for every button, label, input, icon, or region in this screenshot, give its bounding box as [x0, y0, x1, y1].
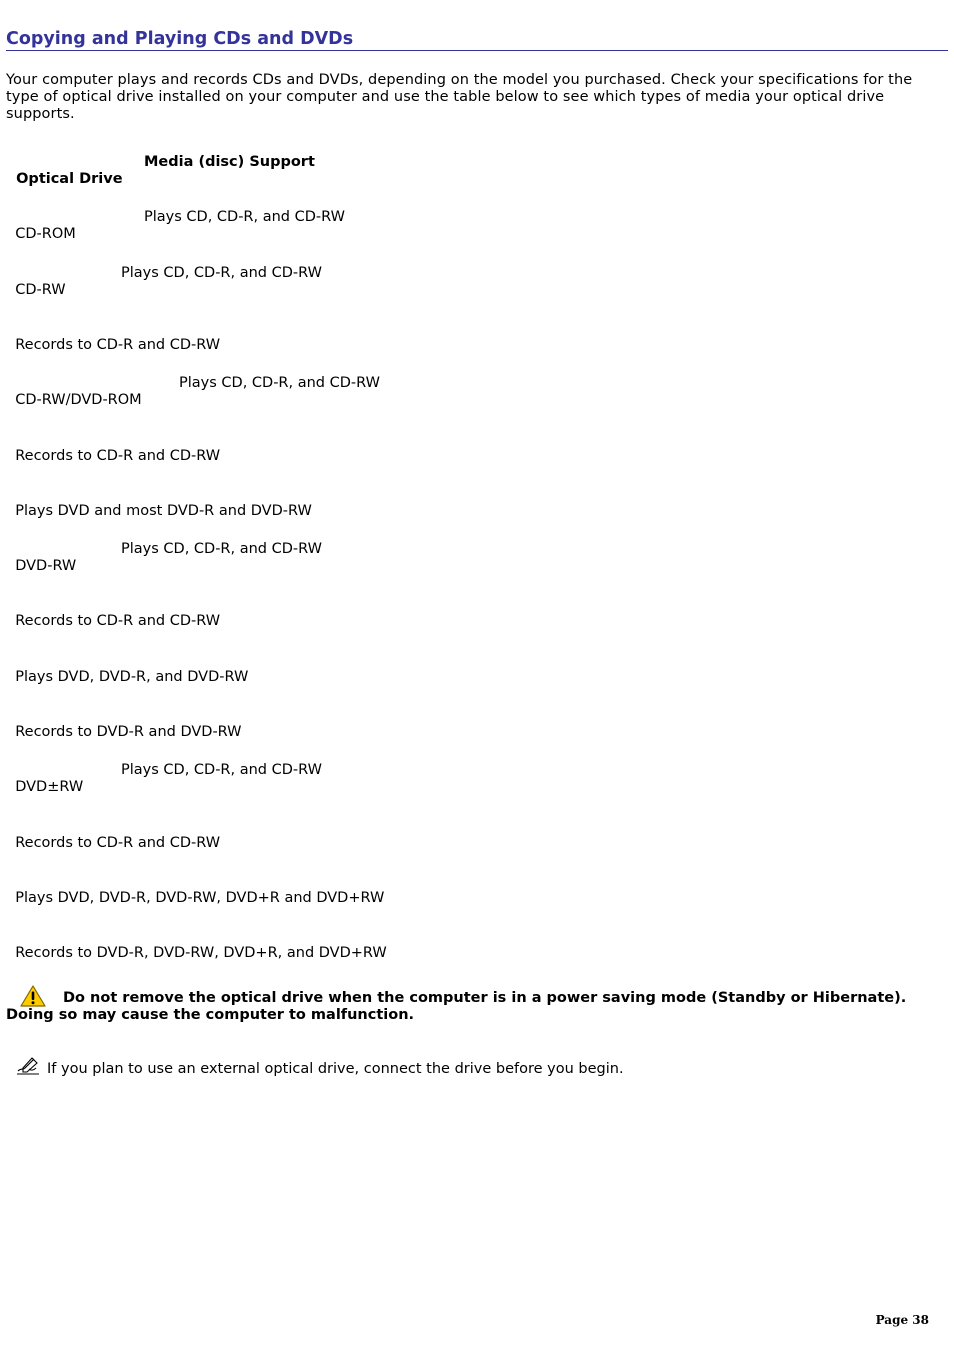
header-optical-drive: Optical Drive	[16, 171, 123, 187]
page-number: Page 38	[875, 1313, 929, 1327]
media-cell: Plays DVD, DVD-R, DVD-RW, DVD+R and DVD+RW	[15, 890, 385, 906]
table-row	[6, 762, 322, 813]
media-cell: Records to CD-R and CD-RW	[15, 613, 221, 629]
note-text: If you plan to use an external optical drive, connect the drive before you begin.	[47, 1061, 624, 1077]
table-row	[6, 486, 312, 520]
media-cell: Plays DVD and most DVD-R and DVD-RW	[15, 503, 312, 519]
page-title: Copying and Playing CDs and DVDs	[6, 29, 948, 51]
table-row	[6, 209, 345, 260]
table-row	[6, 652, 248, 686]
note-hand-pen-icon	[15, 1056, 41, 1076]
drive-cell: DVD-RW	[15, 558, 77, 574]
media-cell: Records to DVD-R and DVD-RW	[15, 724, 242, 740]
media-cell: Plays CD, CD-R, and CD-RW	[179, 375, 380, 391]
table-row	[6, 320, 220, 354]
header-media-support: Media (disc) Support	[144, 154, 315, 170]
table-row	[6, 707, 242, 741]
table-row	[6, 818, 220, 852]
media-cell: Plays CD, CD-R, and CD-RW	[144, 209, 345, 225]
table-row	[6, 596, 220, 630]
table-row	[6, 873, 384, 907]
intro-paragraph: Your computer plays and records CDs and DVDs, depending on the model you purchased. Check your specifications for the type of optical drive installed on your computer and use the table below to see which types of media your optical drive supports.	[6, 72, 913, 122]
table-row	[6, 265, 322, 316]
table-row	[6, 375, 380, 426]
media-cell: Records to CD-R and CD-RW	[15, 337, 221, 353]
table-row	[6, 431, 220, 465]
media-cell: Plays CD, CD-R, and CD-RW	[121, 541, 322, 557]
drive-cell: CD-ROM	[15, 226, 76, 242]
media-cell: Plays DVD, DVD-R, and DVD-RW	[15, 669, 249, 685]
table-row	[6, 928, 387, 962]
media-cell: Records to DVD-R, DVD-RW, DVD+R, and DVD+RW	[15, 945, 387, 961]
drive-cell: DVD±RW	[15, 779, 84, 795]
drive-cell: CD-RW	[15, 282, 66, 298]
media-cell: Records to CD-R and CD-RW	[15, 448, 221, 464]
warning-text: Do not remove the optical drive when the computer is in a power saving mode (Standby or Hibernate). Doing so may cause the computer to malfunction.	[6, 990, 907, 1023]
drive-cell: CD-RW/DVD-ROM	[15, 392, 142, 408]
media-cell: Plays CD, CD-R, and CD-RW	[121, 762, 322, 778]
table-row	[6, 541, 322, 592]
media-cell: Plays CD, CD-R, and CD-RW	[121, 265, 322, 281]
media-cell: Records to CD-R and CD-RW	[15, 835, 221, 851]
table-header	[6, 154, 315, 205]
